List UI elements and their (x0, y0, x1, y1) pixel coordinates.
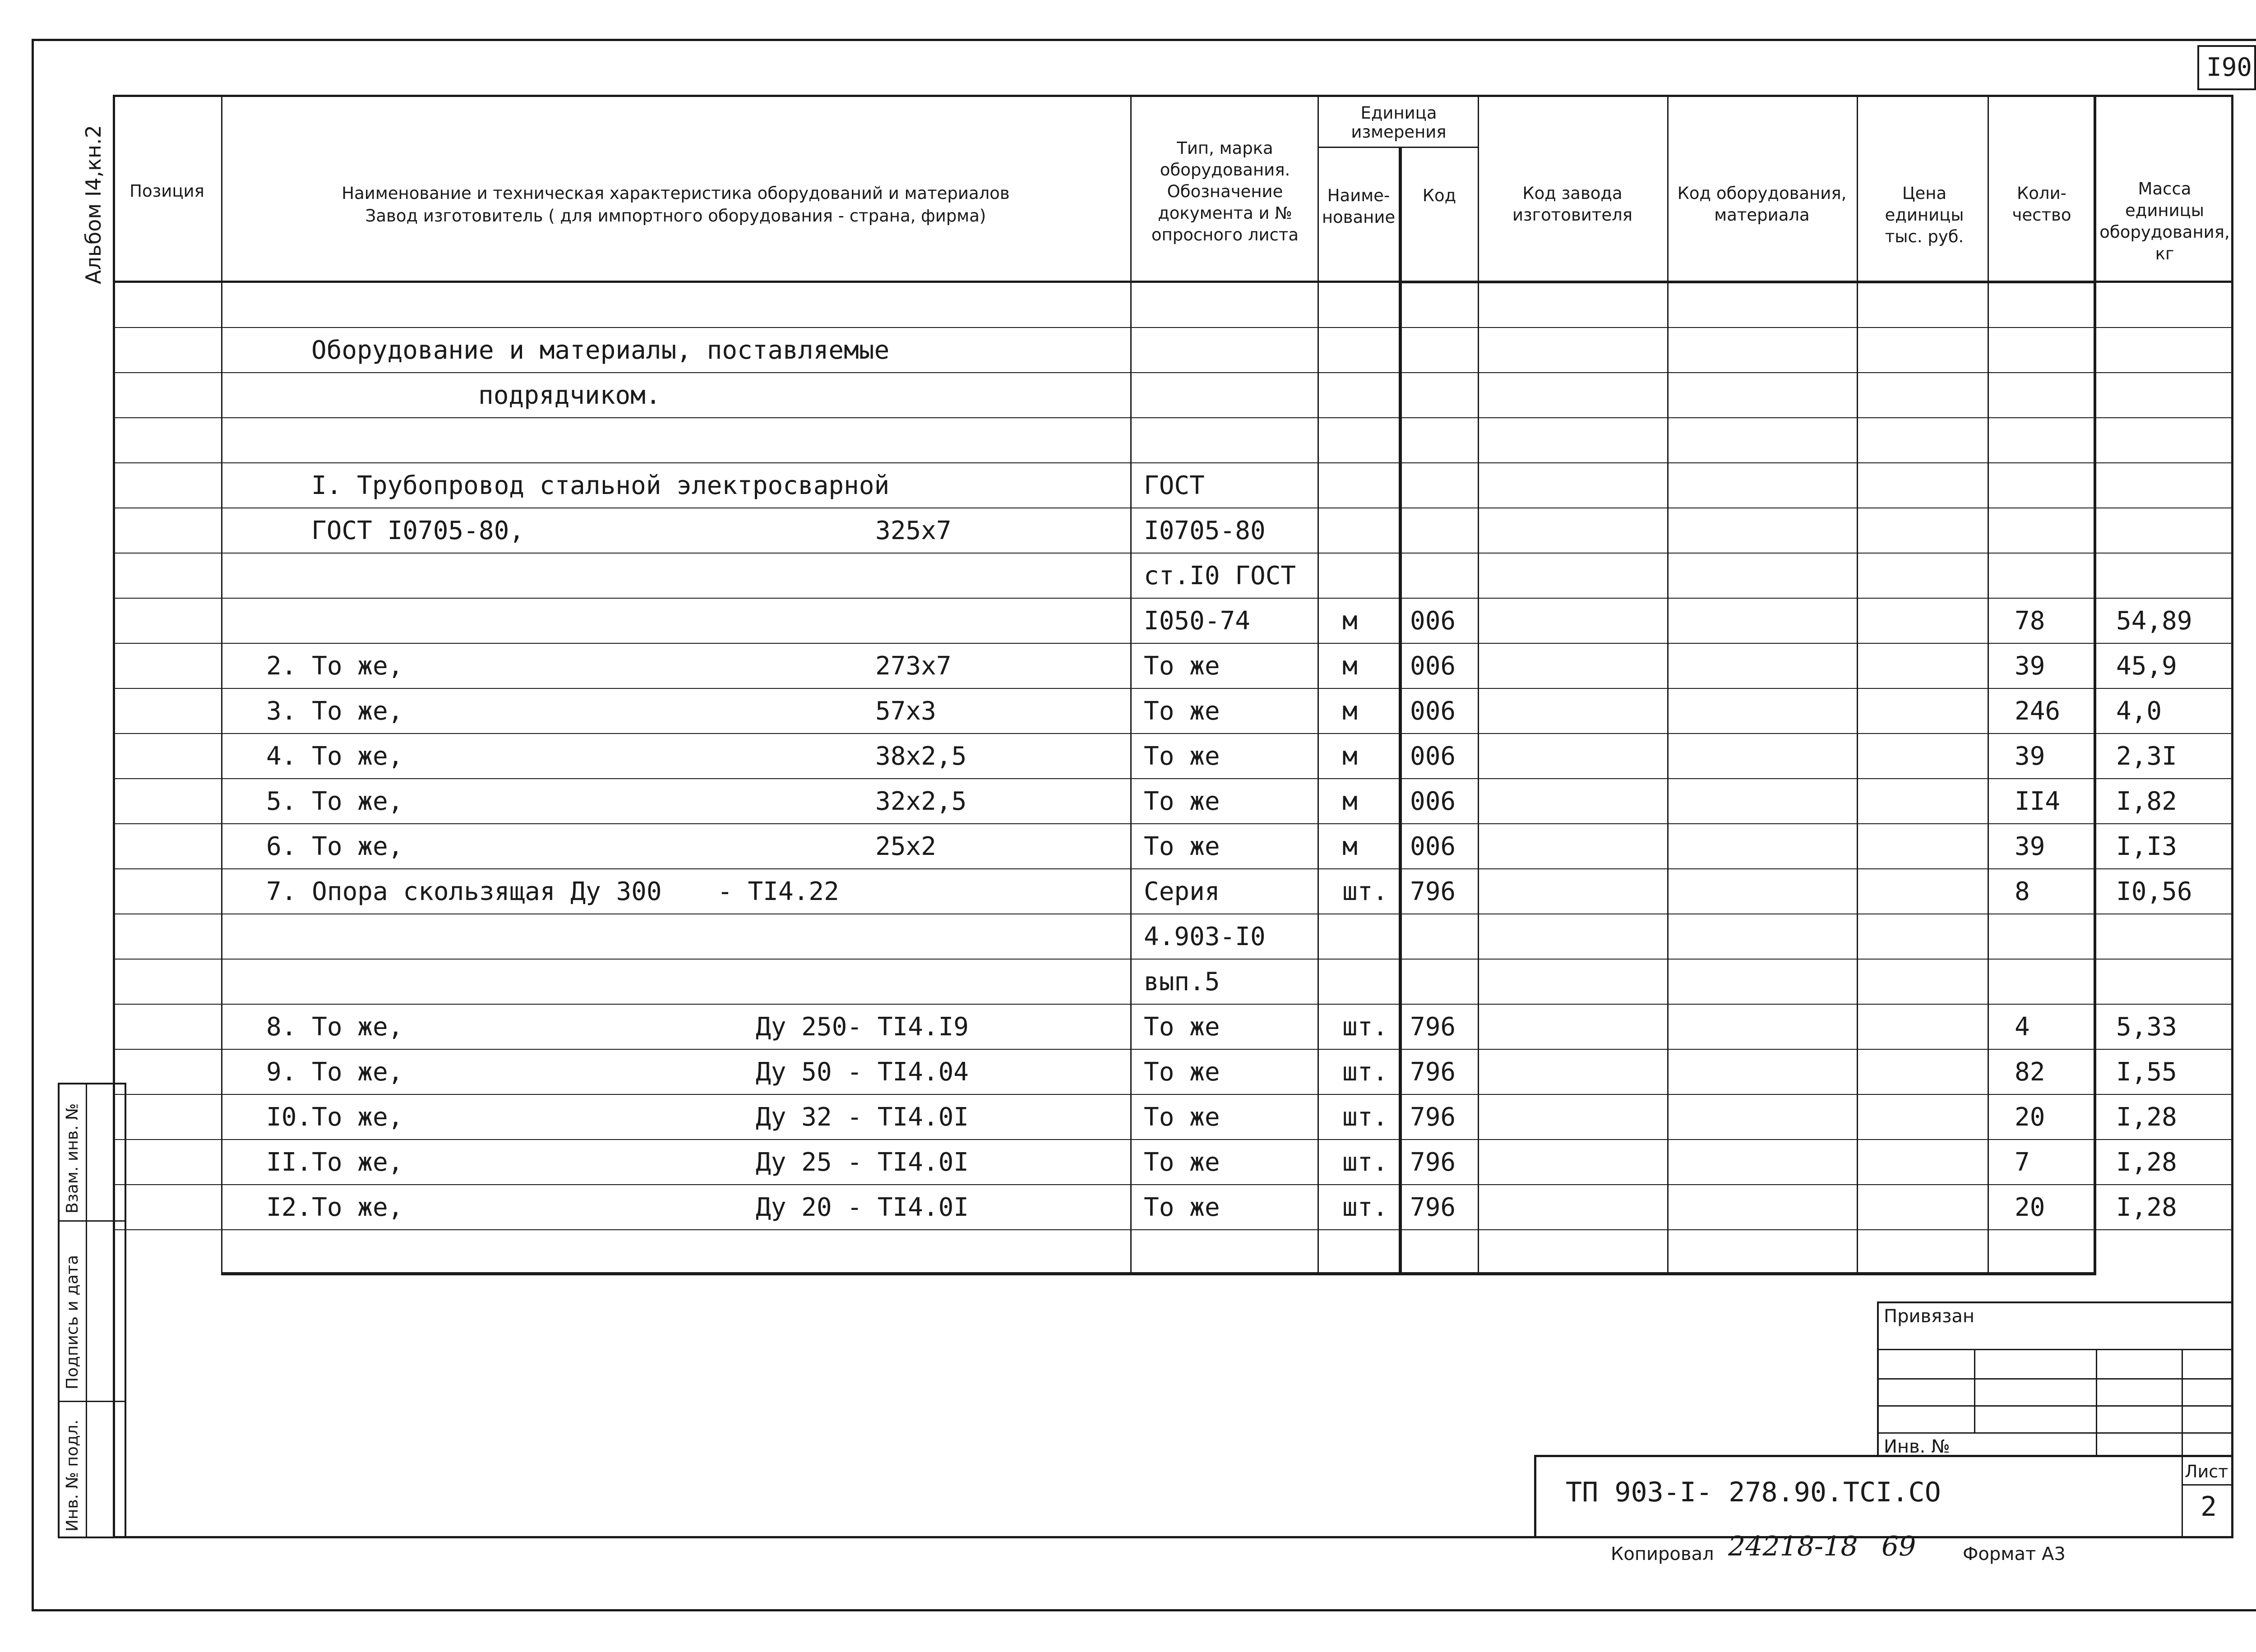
cell-type: То же (1144, 1148, 1220, 1177)
cell-type: Серия (1144, 877, 1220, 906)
cell-type: ГОСТ (1144, 471, 1205, 500)
cell-type: То же (1144, 832, 1220, 861)
cell-unit: м (1342, 742, 1358, 771)
header-unit-code: Код (1422, 186, 1456, 205)
cell-unit: м (1342, 651, 1358, 681)
table-row (0, 698, 2256, 734)
cell-size: Ду 32 - ТI4.0I (756, 1103, 969, 1132)
cell-name: подрядчиком. (478, 381, 661, 410)
cell-size: 25x2 (875, 832, 936, 861)
inv-label: Инв. № (1884, 1436, 1950, 1457)
cell-type: То же (1144, 742, 1220, 771)
cell-name: 6. То же, (266, 832, 403, 861)
header-price: Цена единицы тыс. руб. (1885, 184, 1964, 246)
table-row (0, 1014, 2256, 1050)
cell-qty: II4 (2015, 787, 2061, 816)
side-stamp-sign-date: Подпись и дата (63, 1255, 82, 1389)
cell-unit: м (1342, 787, 1358, 816)
cell-name: 3. То же, (266, 697, 403, 726)
cell-name: 5. То же, (266, 787, 403, 816)
header-name-line1: Наименование и техническая характеристика оборудований и материалов (342, 184, 1010, 203)
cell-mass: I,28 (2116, 1148, 2177, 1177)
cell-unit: м (1342, 697, 1358, 726)
table-row (0, 923, 2256, 960)
table-row (0, 1059, 2256, 1095)
header-type: Тип, марка оборудования. Обозначение документа и № опросного листа (1151, 138, 1299, 245)
cell-qty: 20 (2015, 1193, 2045, 1222)
table-row (0, 608, 2256, 644)
cell-code: 796 (1410, 1057, 1456, 1087)
cell-code: 796 (1410, 1193, 1456, 1222)
table-row (0, 563, 2256, 599)
sheet-number-top: I90 (2206, 53, 2252, 82)
cell-name: I2.То же, (266, 1193, 403, 1222)
cell-qty: 39 (2015, 651, 2045, 681)
cell-size: - ТI4.22 (717, 877, 839, 906)
cell-mass: 5,33 (2116, 1012, 2177, 1042)
table-row (0, 788, 2256, 824)
table-row (0, 1104, 2256, 1140)
cell-name: Оборудование и материалы, поставляемые (311, 336, 890, 365)
cell-type: ст.I0 ГОСТ (1144, 561, 1296, 591)
cell-type: То же (1144, 651, 1220, 681)
cell-unit: шт. (1342, 1193, 1388, 1222)
doc-code: ТП 903-I- 278.90. (1566, 1477, 1843, 1508)
table-row (0, 291, 2256, 327)
cell-type: То же (1144, 787, 1220, 816)
cell-unit: шт. (1342, 1057, 1388, 1087)
bound-label: Привязан (1884, 1306, 1975, 1327)
cell-name: 8. То же, (266, 1012, 403, 1042)
table-row (0, 427, 2256, 463)
header-equip-code: Код оборудования, материала (1677, 184, 1847, 225)
cell-qty: 246 (2015, 697, 2061, 726)
cell-size: 325x7 (875, 516, 952, 545)
header-mass: Масса единицы оборудования, кг (2099, 179, 2230, 263)
cell-name: 9. То же, (266, 1057, 403, 1087)
cell-code: 006 (1410, 742, 1456, 771)
copied-hand-2: 69 (1882, 1531, 1916, 1562)
cell-type: вып.5 (1144, 967, 1220, 997)
header-quantity: Коли-чество (2012, 184, 2071, 225)
sheet-value: 2 (2201, 1491, 2217, 1523)
cell-qty: 20 (2015, 1103, 2045, 1132)
cell-name: 4. То же, (266, 742, 403, 771)
header-position: Позиция (129, 181, 204, 201)
cell-mass: 2,3I (2116, 742, 2177, 771)
cell-mass: I0,56 (2116, 877, 2192, 906)
table-row (0, 472, 2256, 508)
cell-name: 2. То же, (266, 651, 403, 681)
cell-code: 006 (1410, 697, 1456, 726)
cell-qty: 7 (2015, 1148, 2030, 1177)
cell-mass: I,55 (2116, 1057, 2177, 1087)
cell-qty: 82 (2015, 1057, 2045, 1087)
cell-size: 38x2,5 (875, 742, 967, 771)
cell-code: 006 (1410, 832, 1456, 861)
cell-code: 006 (1410, 651, 1456, 681)
cell-mass: I,28 (2116, 1193, 2177, 1222)
cell-size: 57x3 (875, 697, 936, 726)
cell-type: То же (1144, 697, 1220, 726)
sheet-label: Лист (2185, 1462, 2228, 1481)
cell-code: 796 (1410, 1012, 1456, 1042)
cell-size: 32x2,5 (875, 787, 967, 816)
cell-qty: 39 (2015, 832, 2045, 861)
table-row (0, 1194, 2256, 1230)
cell-code: 796 (1410, 877, 1456, 906)
cell-name: 7. Опора скользящая Ду 300 (266, 877, 662, 906)
copied-label: Копировал (1611, 1544, 1714, 1564)
cell-size: Ду 20 - ТI4.0I (756, 1193, 969, 1222)
cell-code: 006 (1410, 606, 1456, 636)
cell-qty: 78 (2015, 606, 2045, 636)
cell-name: I0.То же, (266, 1103, 403, 1132)
cell-mass: 54,89 (2116, 606, 2192, 636)
row-line (113, 327, 2233, 328)
cell-unit: шт. (1342, 1148, 1388, 1177)
cell-qty: 8 (2015, 877, 2030, 906)
cell-mass: I,I3 (2116, 832, 2177, 861)
table-row (0, 969, 2256, 1005)
cell-unit: шт. (1342, 1012, 1388, 1042)
copied-hand: 24218-18 (1728, 1531, 1858, 1562)
cell-type: 4.903-I0 (1144, 922, 1266, 951)
cell-name: I. Трубопровод стальной электросварной (311, 471, 890, 500)
table-row (0, 833, 2256, 869)
cell-type: I0705-80 (1144, 516, 1266, 545)
doc-suffix: ТСI.СО (1843, 1477, 1941, 1508)
cell-mass: I,82 (2116, 787, 2177, 816)
cell-size: Ду 50 - ТI4.04 (756, 1057, 969, 1087)
cell-type: То же (1144, 1012, 1220, 1042)
cell-qty: 4 (2015, 1012, 2030, 1042)
cell-mass: 45,9 (2116, 651, 2177, 681)
cell-mass: I,28 (2116, 1103, 2177, 1132)
cell-qty: 39 (2015, 742, 2045, 771)
side-stamp-replace-inv: Взам. инв. № (63, 1103, 82, 1214)
cell-size: 273x7 (875, 651, 952, 681)
table-row (0, 878, 2256, 914)
table-row (0, 653, 2256, 689)
table-row (0, 1149, 2256, 1185)
cell-unit: м (1342, 606, 1358, 636)
cell-unit: шт. (1342, 877, 1388, 906)
cell-type: То же (1144, 1103, 1220, 1132)
header-name-line2: Завод изготовитель ( для импортного оборудования - страна, фирма) (365, 206, 986, 226)
header-plant-code: Код завода изготовителя (1512, 184, 1633, 225)
cell-type: То же (1144, 1057, 1220, 1087)
format-label: Формат А3 (1963, 1544, 2066, 1564)
cell-type: То же (1144, 1193, 1220, 1222)
table-row (0, 743, 2256, 779)
header-unit-name: Наиме-нование (1322, 186, 1396, 227)
cell-size: Ду 250- ТI4.I9 (756, 1012, 969, 1042)
cell-type: I050-74 (1144, 606, 1251, 636)
cell-mass: 4,0 (2116, 697, 2162, 726)
cell-code: 796 (1410, 1103, 1456, 1132)
cell-code: 006 (1410, 787, 1456, 816)
cell-unit: м (1342, 832, 1358, 861)
table-row (0, 382, 2256, 418)
header-unit: Единица измерения (1351, 103, 1447, 142)
cell-size: Ду 25 - ТI4.0I (756, 1148, 969, 1177)
cell-unit: шт. (1342, 1103, 1388, 1132)
side-stamp-inv-orig: Инв. № подл. (63, 1419, 82, 1532)
table-row (0, 517, 2256, 554)
album-label: Альбом I4,кн.2 (81, 125, 106, 284)
cell-code: 796 (1410, 1148, 1456, 1177)
table-row (0, 337, 2256, 373)
cell-name: ГОСТ I0705-80, (311, 516, 525, 545)
table-row (0, 1239, 2256, 1275)
cell-name: II.То же, (266, 1148, 403, 1177)
